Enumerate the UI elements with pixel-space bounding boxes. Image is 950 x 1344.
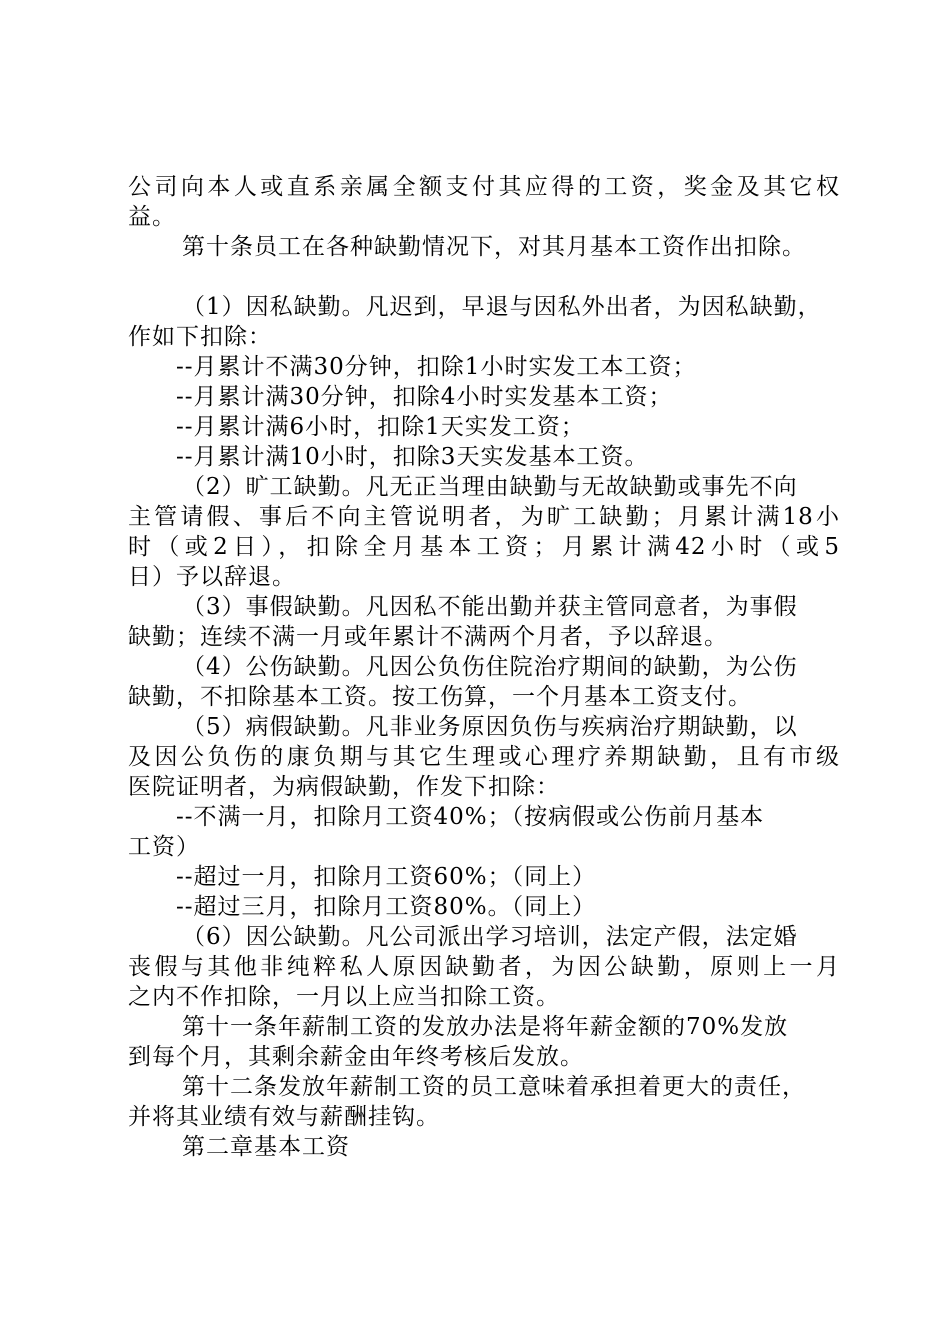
text-line: 益。 [128,204,176,230]
text-line: （5）病假缺勤。凡非业务原因负伤与疾病治疗期缺勤，以 [182,714,798,740]
text-line: （4）公伤缺勤。凡因公负伤住院治疗期间的缺勤，为公伤 [182,654,798,680]
text-line: 缺勤，不扣除基本工资。按工伤算，一个月基本工资支付。 [128,684,752,710]
text-line: --不满一月，扣除月工资40%；（按病假或公伤前月基本 [176,804,765,830]
text-line: --月累计不满30分钟，扣除1小时实发工本工资； [176,354,697,380]
text-line: 并将其业绩有效与薪酬挂钩。 [128,1104,440,1130]
text-line: --月累计满30分钟，扣除4小时实发基本工资； [176,384,673,410]
text-line: （6）因公缺勤。凡公司派出学习培训，法定产假，法定婚 [182,924,798,950]
text-line: 工资） [128,834,200,860]
text-line: 医院证明者，为病假缺勤，作发下扣除： [128,774,560,800]
text-line: 日）予以辞退。 [128,564,296,590]
document-body [128,172,840,1162]
text-line: 及因公负伤的康负期与其它生理或心理疗养期缺勤，且有市级 [128,744,840,770]
text-line: （3）事假缺勤。凡因私不能出勤并获主管同意者，为事假 [182,594,798,620]
text-line: 丧假与其他非纯粹私人原因缺勤者，为因公缺勤，原则上一月 [128,954,840,980]
text-line: --月累计满10小时，扣除3天实发基本工资。 [176,444,649,470]
text-line: 第二章基本工资 [182,1134,350,1160]
text-line: --超过一月，扣除月工资60%；（同上） [176,864,597,890]
text-line: 时（或2日），扣除全月基本工资；月累计满42小时（或5 [128,534,840,560]
text-line: 公司向本人或直系亲属全额支付其应得的工资，奖金及其它权 [128,174,840,200]
text-line: --超过三月，扣除月工资80%。（同上） [176,894,597,920]
text-line: （1）因私缺勤。凡迟到，早退与因私外出者，为因私缺勤， [182,294,822,320]
text-line [128,262,840,292]
text-line: （2）旷工缺勤。凡无正当理由缺勤与无故缺勤或事先不向 [182,474,798,500]
text-line: 作如下扣除： [128,324,272,350]
text-line: 第十二条发放年薪制工资的员工意味着承担着更大的责任， [182,1074,806,1100]
text-line: 第十一条年薪制工资的发放办法是将年薪金额的70%发放 [182,1014,789,1040]
text-line: 主管请假、事后不向主管说明者，为旷工缺勤；月累计满18小 [128,504,840,530]
text-line: --月累计满6小时，扣除1天实发工资； [176,414,585,440]
text-line: 第十条员工在各种缺勤情况下，对其月基本工资作出扣除。 [182,234,806,260]
text-line: 之内不作扣除，一月以上应当扣除工资。 [128,984,560,1010]
text-line: 缺勤；连续不满一月或年累计不满两个月者，予以辞退。 [128,624,728,650]
text-line: 到每个月，其剩余薪金由年终考核后发放。 [128,1044,584,1070]
